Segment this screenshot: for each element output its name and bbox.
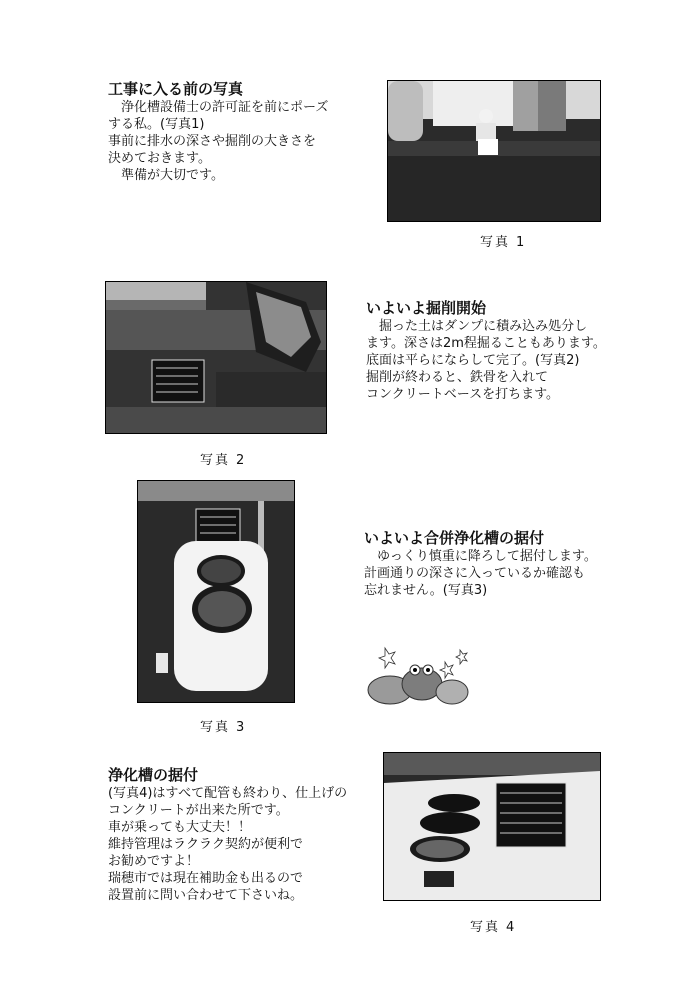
section-1-line: 浄化槽設備士の許可証を前にポーズ — [108, 100, 329, 115]
section-2-line: コンクリートベースを打ちます。 — [366, 387, 560, 402]
section-3-title: いよいよ合併浄化槽の据付 — [364, 529, 545, 547]
photo-1-caption — [480, 231, 526, 250]
photo-1-caption-label: 写真 — [480, 235, 511, 250]
section-4-line: コンクリートが出来た所です。 — [108, 803, 289, 818]
frog-icon — [360, 640, 475, 708]
section-2-title: いよいよ掘削開始 — [366, 299, 487, 317]
photo-2-caption-number: 2 — [236, 453, 247, 468]
section-4-line: お勧めですよ！ — [108, 854, 200, 869]
section-4-line: 瑞穂市では現在補助金も出るので — [108, 871, 304, 886]
section-1-line: する私。(写真1) — [108, 117, 205, 132]
photo-2-caption-label: 写真 — [200, 453, 231, 468]
photo-4-caption-number: 4 — [506, 920, 517, 935]
photo-4-graphic — [384, 753, 600, 900]
section-2-line: ます。深さは2m程掘ることもあります。 — [366, 336, 606, 351]
section-4-line: 設置前に問い合わせて下さいね。 — [108, 888, 304, 903]
section-3-line: 計画通りの深さに入っているか確認も — [364, 566, 586, 581]
section-2-line: 底面は平らにならして完了。(写真2) — [366, 353, 580, 368]
section-1-title: 工事に入る前の写真 — [108, 80, 244, 98]
section-3-line: 忘れません。(写真3) — [364, 583, 488, 598]
photo-4-image — [383, 752, 601, 901]
photo-3-graphic — [138, 481, 294, 702]
section-2-text — [366, 298, 606, 403]
photo-3-caption-label: 写真 — [200, 720, 231, 735]
photo-4-caption-label: 写真 — [470, 920, 501, 935]
section-4-line: 維持管理はラクラク契約が便利で — [108, 837, 304, 852]
section-1-text — [108, 79, 328, 184]
photo-3-caption-number: 3 — [236, 720, 247, 735]
section-4-text — [108, 765, 347, 904]
photo-3-caption — [200, 716, 246, 735]
section-4-line: (写真4)はすべて配管も終わり、仕上げの — [108, 786, 348, 801]
section-2-line: 掘削が終わると、鉄骨を入れて — [366, 370, 549, 385]
photo-2-image — [105, 281, 327, 434]
photo-4-caption — [470, 916, 516, 935]
photo-2-graphic — [106, 282, 326, 433]
section-3-text — [364, 528, 597, 599]
photo-1-image — [387, 80, 601, 222]
photo-1-caption-number: 1 — [516, 235, 527, 250]
section-1-line: 準備が大切です。 — [108, 168, 224, 183]
section-1-line: 事前に排水の深さや掘削の大きさを — [108, 134, 317, 149]
photo-3-image — [137, 480, 295, 703]
photo-2-caption — [200, 449, 246, 468]
section-4-line: 車が乗っても大丈夫！！ — [108, 820, 252, 835]
decorative-frog-illustration — [360, 640, 475, 708]
section-4-title: 浄化槽の据付 — [108, 766, 199, 784]
section-3-line: ゆっくり慎重に降ろして据付します。 — [364, 549, 597, 564]
photo-1-graphic — [388, 81, 600, 221]
section-2-line: 掘った土はダンプに積み込み処分し — [366, 319, 588, 334]
section-1-line: 決めておきます。 — [108, 151, 211, 166]
